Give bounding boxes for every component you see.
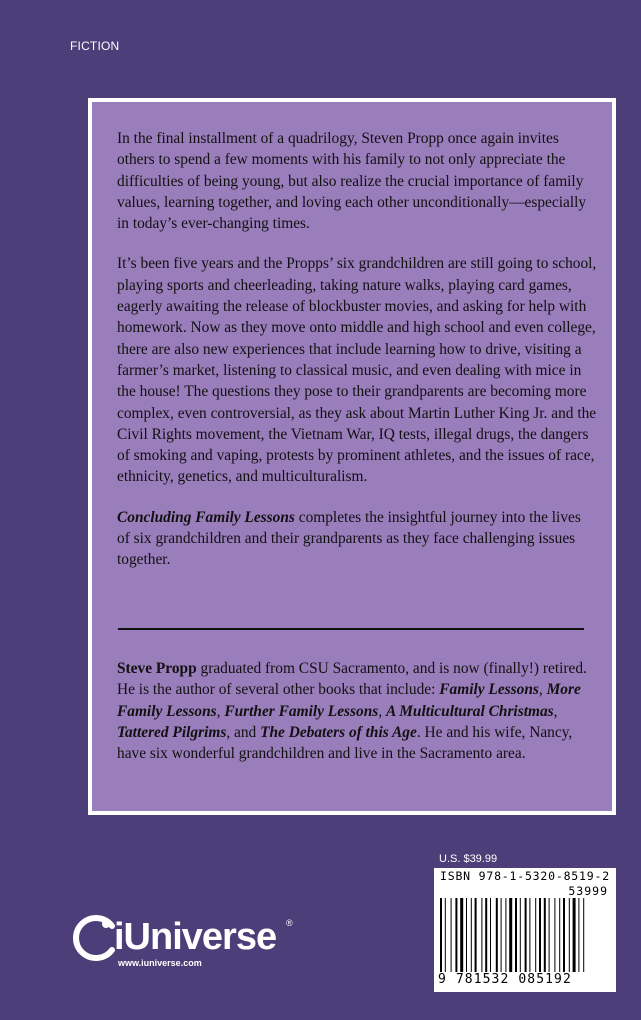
book-title-4: A Multicultural Christmas [385,702,554,720]
book-title-3: Further Family Lessons [224,702,379,720]
genre-label: FICTION [70,39,120,53]
author-name: Steve Propp [117,660,197,677]
registered-mark: ® [286,918,293,928]
iuniverse-swoosh-icon [68,912,120,964]
bio-text-2: . He and his wife, Nancy, have six wonderful grandchildren and live in the Sacramento area. [117,723,573,763]
book-title-inline: Concluding Family Lessons [117,508,295,526]
barcode-bars [440,898,610,972]
description-paragraph-1: In the final installment of a quadrilogy, Steven Propp once again invites others to spend a few moments with his family to not only appreciate the difficulties of being young, but also realize the crucial importance of family values, learning together, and loving each other unconditionally—especially in today’s ever-changing times. [117,130,587,233]
bio-sep-5: , and [226,723,261,741]
description-paragraph-2: It’s been five years and the Propps’ six grandchildren are still going to school, playing sports and cheerleading, taking nature walks, playing card games, eagerly awaiting the release of blockbuster movies, and asking for help with homework. Now as they move onto middle and high school and even college, there are also new experiences that include learning how to drive, visiting a farmer’s market, listening to classical music, and even dealing with mice in the house! The questions they pose to their grandparents are becoming more complex, even controversial, as they ask about Martin Luther King Jr. and the Civil Rights movement, the Vietnam War, IQ tests, illegal drugs, the dangers of smoking and vaping, protests by prominent athletes, and the issues of race, ethnicity, genetics, and multiculturalism. [117,255,597,486]
divider-rule [118,628,584,630]
publisher-url: www.iuniverse.com [118,958,202,968]
price-label: U.S. $39.99 [439,853,498,865]
book-title-1: Family Lessons [439,681,539,699]
bio-sep-3: , [378,702,386,720]
description-paragraph-3 [117,507,597,571]
isbn-number: ISBN 978-1-5320-8519-2 [440,869,610,883]
description-paragraph-3-text: completes the insightful journey into the lives of six grandchildren and their grandparents as they face challenging issues together. [117,508,581,569]
bio-sep-2: , [216,702,225,720]
publisher-name: iUniverse [114,916,277,958]
book-title-2: More Family Lessons [117,681,581,720]
ean-digits: 9 781532 085192 [438,972,572,987]
bio-sep-1: , [538,681,547,699]
isbn-barcode [434,868,616,992]
author-bio [117,658,597,764]
back-cover-panel [88,98,616,815]
publisher-logo [68,910,308,970]
bio-sep-4: , [553,702,558,720]
price-code: 53999 [568,884,608,898]
book-description [117,128,597,590]
book-title-6: The Debaters of this Age [260,723,417,741]
book-title-5: Tattered Pilgrims [117,723,227,741]
bio-text-1: graduated from CSU Sacramento, and is now (finally!) retired. He is the author of several other books that include: [117,660,587,699]
